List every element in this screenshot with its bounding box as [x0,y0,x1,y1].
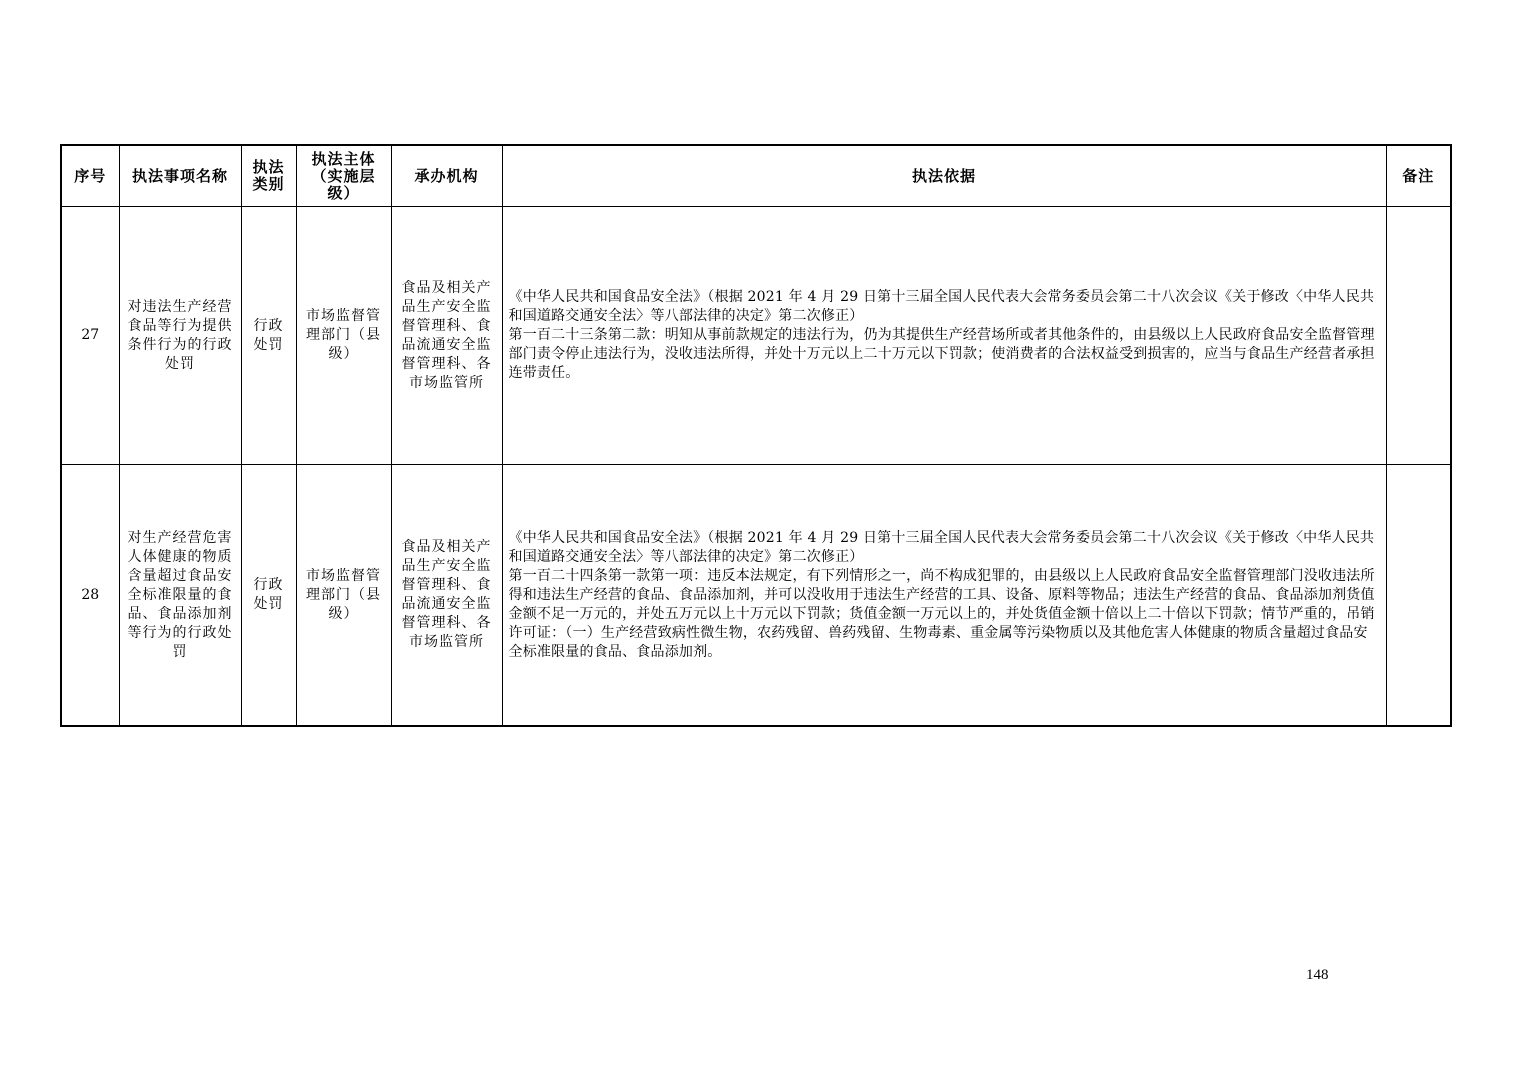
cell-category: 行政处罚 [241,465,296,727]
basis-article: 第一百二十三条第二款：明知从事前款规定的违法行为，仍为其提供生产经营场所或者其他条件的，由县级以上人民政府食品安全监督管理部门责令停止违法行为，没收违法所得，并处十万元以上二十万元以下罚款；使消费者的合法权益受到损害的，应当与食品生产经营者承担连带责任。 [508,327,1375,381]
basis-law: 《中华人民共和国食品安全法》（根据 2021 年 4 月 29 日第十三届全国人民代表大会常务委员会第二十八次会议《关于修改〈中华人民共和国道路交通安全法〉等八部法律的决定》第二次修正） [508,529,1375,565]
header-basis: 执法依据 [502,145,1386,207]
cell-item-name: 对违法生产经营食品等行为提供条件行为的行政处罚 [119,207,241,465]
cell-remarks [1386,207,1451,465]
cell-category: 行政处罚 [241,207,296,465]
cell-agency: 食品及相关产品生产安全监督管理科、食品流通安全监督管理科、各市场监管所 [391,207,502,465]
enforcement-table [60,144,1452,727]
cell-subject: 市场监督管理部门（县级） [296,207,391,465]
cell-seq: 27 [61,207,119,465]
basis-article: 第一百二十四条第一款第一项：违反本法规定，有下列情形之一，尚不构成犯罪的，由县级以上人民政府食品安全监督管理部门没收违法所得和违法生产经营的食品、食品添加剂，并可以没收用于违法生产经营的工具、设备、原料等物品；违法生产经营的食品、食品添加剂货值金额不足一万元的，并处五万元以上十万元以下罚款；货值金额一万元以上的，并处货值金额十倍以上二十倍以下罚款；情节严重的，吊销许可证：（一）生产经营致病性微生物，农药残留、兽药残留、生物毒素、重金属等污染物质以及其他危害人体健康的物质含量超过食品安全标准限量的食品、食品添加剂。 [508,567,1375,660]
table-row [61,207,1451,465]
page-number: 148 [1306,967,1329,983]
cell-basis [502,207,1386,465]
table-row [61,465,1451,727]
cell-basis [502,465,1386,727]
header-seq: 序号 [61,145,119,207]
cell-agency: 食品及相关产品生产安全监督管理科、食品流通安全监督管理科、各市场监管所 [391,465,502,727]
header-row [61,145,1451,207]
cell-seq: 28 [61,465,119,727]
header-agency: 承办机构 [391,145,502,207]
header-category: 执法类别 [241,145,296,207]
header-item-name: 执法事项名称 [119,145,241,207]
cell-remarks [1386,465,1451,727]
cell-item-name: 对生产经营危害人体健康的物质含量超过食品安全标准限量的食品、食品添加剂等行为的行政处罚 [119,465,241,727]
cell-subject: 市场监督管理部门（县级） [296,465,391,727]
header-remarks: 备注 [1386,145,1451,207]
basis-law: 《中华人民共和国食品安全法》（根据 2021 年 4 月 29 日第十三届全国人民代表大会常务委员会第二十八次会议《关于修改〈中华人民共和国道路交通安全法〉等八部法律的决定》第二次修正） [508,289,1375,324]
header-subject: 执法主体（实施层级） [296,145,391,207]
